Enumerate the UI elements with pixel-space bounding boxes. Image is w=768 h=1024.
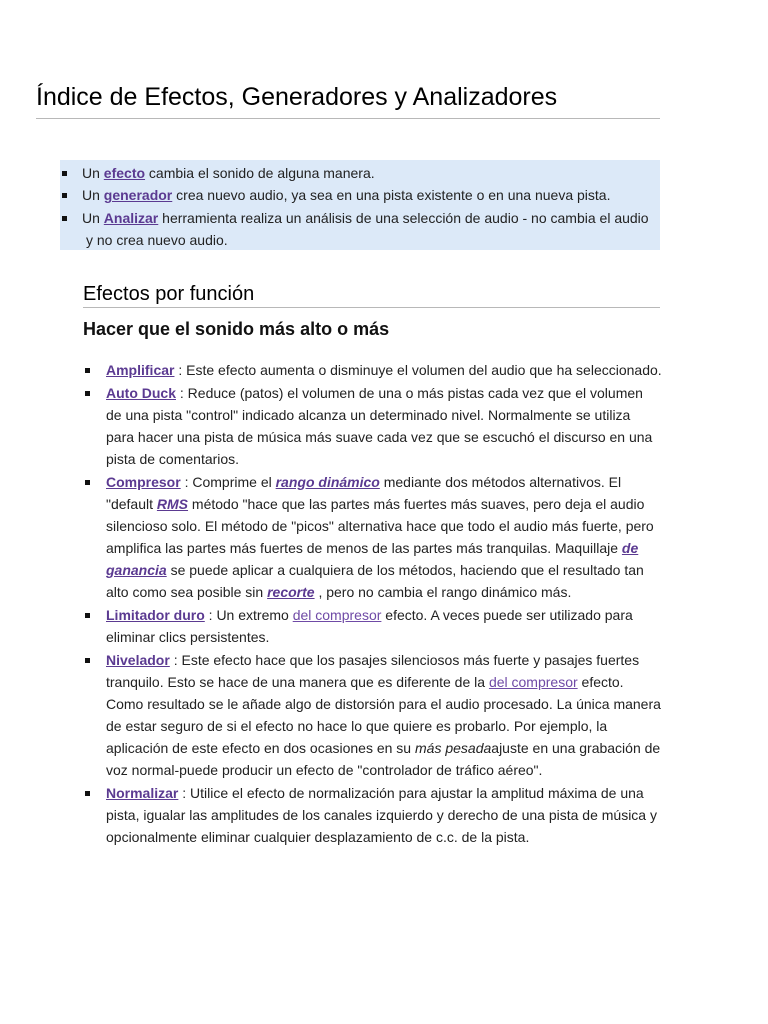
effect-item-auto-duck [82,382,662,470]
del-compresor-link[interactable]: del compresor [488,674,578,690]
recorte-link[interactable]: recorte [267,584,315,600]
auto-duck-link[interactable]: Auto Duck [106,385,176,401]
list-item [60,162,660,184]
analizar-link[interactable]: Analizar [103,209,159,226]
de-ganancia-link[interactable]: de ganancia [106,540,639,578]
list-item [60,207,660,252]
item-text: crea nuevo audio, ya sea en una pista existente o en una nueva pista. [176,187,611,204]
list-item [60,184,660,206]
item-text: mediante dos métodos alternativos. El "default [106,474,622,512]
efecto-link[interactable]: efecto [103,165,146,181]
item-text: Un [82,209,100,226]
item-text: y no crea nuevo audio. [86,232,228,249]
bullet-icon [85,791,90,796]
effect-item-compresor [82,471,662,603]
intro-list [60,160,660,252]
bullet-icon [85,658,90,663]
subsection-title: Hacer que el sonido más alto o más [83,319,390,339]
limitador-duro-link[interactable]: Limitador duro [106,607,205,623]
item-text: método "hace que las partes más fuertes más suaves, pero deja el audio silencioso solo. El método de "picos" alternativa hace que todo el audio más fuerte, pero amplifica las partes más fuertes de menos de las partes más tranquilas. Maquillaje [106,496,654,556]
item-text: se puede aplicar a cualquiera de los métodos, haciendo que el resultado tan alto como sea posible sin [106,562,644,600]
bullet-icon [85,480,90,485]
item-text: Un [82,187,100,204]
bullet-icon [62,193,67,198]
page-title: Índice de Efectos, Generadores y Analizadores [36,80,660,119]
effect-item-nivelador [82,649,662,781]
item-text: : Este efecto aumenta o disminuye el volumen del audio que ha seleccionado. [178,362,662,378]
bullet-icon [85,368,90,373]
item-text: : Utilice el efecto de normalización para ajustar la amplitud máxima de una pista, igualar las amplitudes de los canales izquierdo y derecho de una pista de música y opcionalmente eliminar cualquier desplazamiento de c.c. de la pista. [106,785,657,845]
compresor-link[interactable]: Compresor [106,474,181,490]
bullet-icon [62,216,67,221]
bullet-icon [85,391,90,396]
item-text: : Reduce (patos) el volumen de una o más pistas cada vez que el volumen de una pista "control" indicado alcanza un determinado nivel. Normalmente se utiliza para hacer una pista de música más suave cada vez que se escuchó el discurso en una pista de comentarios. [106,385,653,467]
section-title: Efectos por función [83,281,660,308]
generador-link[interactable]: generador [103,187,173,204]
effect-item-limitador-duro [82,604,662,648]
item-text: efecto. A veces puede ser utilizado para eliminar clics persistentes. [106,607,633,645]
item-text: : Comprime el [184,474,272,490]
item-text: Un [82,165,100,181]
amplificar-link[interactable]: Amplificar [106,362,175,378]
rango-dinamico-link[interactable]: rango dinámico [275,474,380,490]
effects-list [82,359,662,848]
item-text: cambia el sonido de alguna manera. [148,165,375,181]
rms-link[interactable]: RMS [156,496,189,512]
item-text: : Un extremo [208,607,289,623]
item-text: : Este efecto hace que los pasajes silenciosos más fuerte y pasajes fuertes tranquilo. Esto se hace de una manera que es diferente de la [106,652,640,690]
del-compresor-link[interactable]: del compresor [292,607,382,623]
item-text: , pero no cambia el rango dinámico más. [318,584,572,600]
item-text: herramienta realiza un análisis de una selección de audio - no cambia el audio [162,209,649,226]
normalizar-link[interactable]: Normalizar [106,785,179,801]
item-text: ajuste en una grabación de voz normal-puede producir un efecto de "controlador de tráfico aéreo". [106,740,661,778]
bullet-icon [62,171,67,176]
effect-item-amplificar [82,359,662,381]
bullet-icon [85,613,90,618]
nivelador-link[interactable]: Nivelador [106,652,170,668]
mas-pesada-text: más pesada [415,740,492,756]
intro-box [60,160,660,250]
effect-item-normalizar [82,782,662,848]
item-text: efecto. Como resultado se le añade algo de distorsión para el audio procesado. La única manera de estar seguro de si el efecto no hace lo que quiere es probarlo. Por ejemplo, la aplicación de este efecto en dos ocasiones en su [106,674,661,756]
